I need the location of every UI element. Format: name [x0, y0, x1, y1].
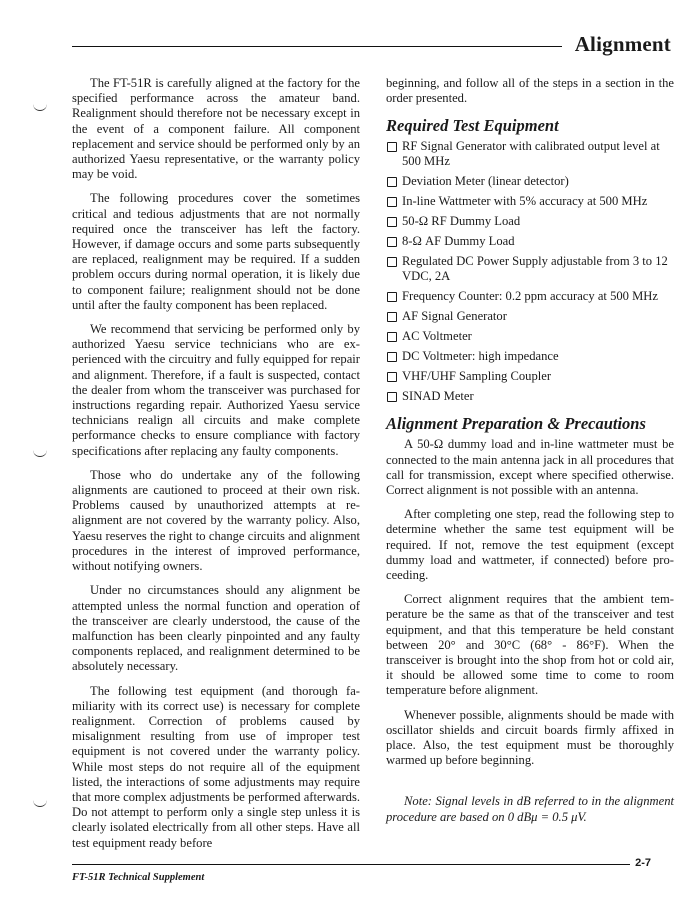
heading-required-test-equipment: Required Test Equipment: [386, 116, 559, 136]
note: Note: Signal levels in dB referred to in the alignment procedure are based on 0 dBμ = 0.5 μV.: [386, 794, 674, 824]
document-title: FT-51R Technical Supplement: [72, 872, 205, 883]
checkbox-icon: [387, 237, 397, 247]
paragraph: The following procedures cover the sometimes critical and tedious adjustments that are not normally required once the transceiver has left the factory. However, if damage occurs and some parts subsequently are replaced, realignment may be required. If a sudden problem occurs during normal operation, it is likely due to component failure; realignment should not be done until after the faulty component has been replaced.: [72, 191, 360, 312]
margin-mark: [33, 104, 47, 111]
checkbox-icon: [387, 142, 397, 152]
paragraph: Those who do undertake any of the following alignments are cautioned to proceed at their own risk. Problems caused by unauthorized attempts at realignment are not covered by the warranty policy. Also, Yaesu reserves the right to change circuits and alignment procedures in the interest of improved performance, without notifying owners.: [72, 467, 360, 574]
checkbox-icon: [387, 392, 397, 402]
equipment-item: Deviation Meter (linear detector): [386, 174, 674, 189]
equipment-item: 8-Ω AF Dummy Load: [386, 234, 674, 249]
footer-rule: [72, 864, 630, 865]
checkbox-icon: [387, 312, 397, 322]
margin-mark: [33, 800, 47, 807]
equipment-item: Frequency Counter: 0.2 ppm accuracy at 500 MHz: [386, 289, 674, 304]
equipment-item: SINAD Meter: [386, 389, 674, 404]
equipment-item: Regulated DC Power Supply adjustable from 3 to 12 VDC, 2A: [386, 254, 674, 284]
equipment-item: In-line Wattmeter with 5% accuracy at 500 MHz: [386, 194, 674, 209]
checkbox-icon: [387, 292, 397, 302]
equipment-item: DC Voltmeter: high impedance: [386, 349, 674, 364]
paragraph: The following test equipment (and thorough familiarity with its correct use) is necessary for complete realignment. Correction of problems caused by misalignment resulting from use of improper test equipment is not covered under the warranty policy. While most steps do not require all of the equipment listed, the interactions of some adjustments may require that more complex adjustments be performed afterwards. Do not attempt to perform only a single step unless it is clearly isolated electrically from all other steps. Have all test equipment ready before: [72, 683, 360, 850]
paragraph: Correct alignment requires that the ambient temperature be the same as that of the transceiver and test equipment, and that this temperature be held constant between 20° and 30°C (68° - 86°F). When the transceiver is brought into the shop from hot or cold air, it should be allowed some time to come to room temperature before alignment.: [386, 592, 674, 698]
section-title: Alignment: [574, 32, 671, 56]
checkbox-icon: [387, 177, 397, 187]
paragraph: We recommend that servicing be performed only by authorized Yaesu service technicians who are experienced with the circuitry and fully equipped for repair and alignment. Therefore, if a fault is suspected, contact the dealer from whom the transceiver was purchased for instructions regarding repair. Authorized Yaesu service technicians realign all circuits and make complete performance checks to ensure compliance with factory specifications after replacing any faulty components.: [72, 322, 360, 458]
left-column: [72, 76, 360, 860]
equipment-item: 50-Ω RF Dummy Load: [386, 214, 674, 229]
checkbox-icon: [387, 372, 397, 382]
checkbox-icon: [387, 332, 397, 342]
paragraph: The FT-51R is carefully aligned at the factory for the specified performance across the amateur band. Realignment should therefore not be necessary except in the event of a component failure. All component replacement and service should be performed only by an authorized Yaesu representative, or the warranty policy may be void.: [72, 76, 360, 182]
paragraph: After completing one step, read the following step to determine whether the same test equipment will be required. If not, remove the test equipment (except dummy load and wattmeter, if connected) before proceeding.: [386, 507, 674, 583]
checkbox-icon: [387, 197, 397, 207]
equipment-item: AC Voltmeter: [386, 329, 674, 344]
page-number: 2-7: [635, 857, 651, 869]
checkbox-icon: [387, 217, 397, 227]
checkbox-icon: [387, 352, 397, 362]
equipment-item: VHF/UHF Sampling Coupler: [386, 369, 674, 384]
equipment-item: AF Signal Generator: [386, 309, 674, 324]
paragraph: A 50-Ω dummy load and in-line wattmeter must be connected to the main antenna jack in all procedures that call for transmission, except where specified otherwise. Correct alignment is not possible with an antenna.: [386, 437, 674, 498]
equipment-list: [386, 139, 674, 404]
paragraph-continuation: beginning, and follow all of the steps in a section in the order presented.: [386, 76, 674, 106]
heading-alignment-preparation: Alignment Preparation & Precautions: [386, 414, 646, 434]
checkbox-icon: [387, 257, 397, 267]
header-rule: [72, 46, 562, 47]
right-column: [386, 76, 674, 834]
paragraph: Under no circumstances should any alignment be attempted unless the normal function and operation of the transceiver are clearly understood, the cause of the malfunction has been clearly pinpointed and any faulty components replaced, and realignment determined to be absolutely necessary.: [72, 583, 360, 674]
paragraph: Whenever possible, alignments should be made with oscillator shields and circuit boards firmly affixed in place. Also, the test equipment must be thoroughly warmed up before beginning.: [386, 707, 674, 768]
margin-mark: [33, 450, 47, 457]
equipment-item: RF Signal Generator with calibrated output level at 500 MHz: [386, 139, 674, 169]
